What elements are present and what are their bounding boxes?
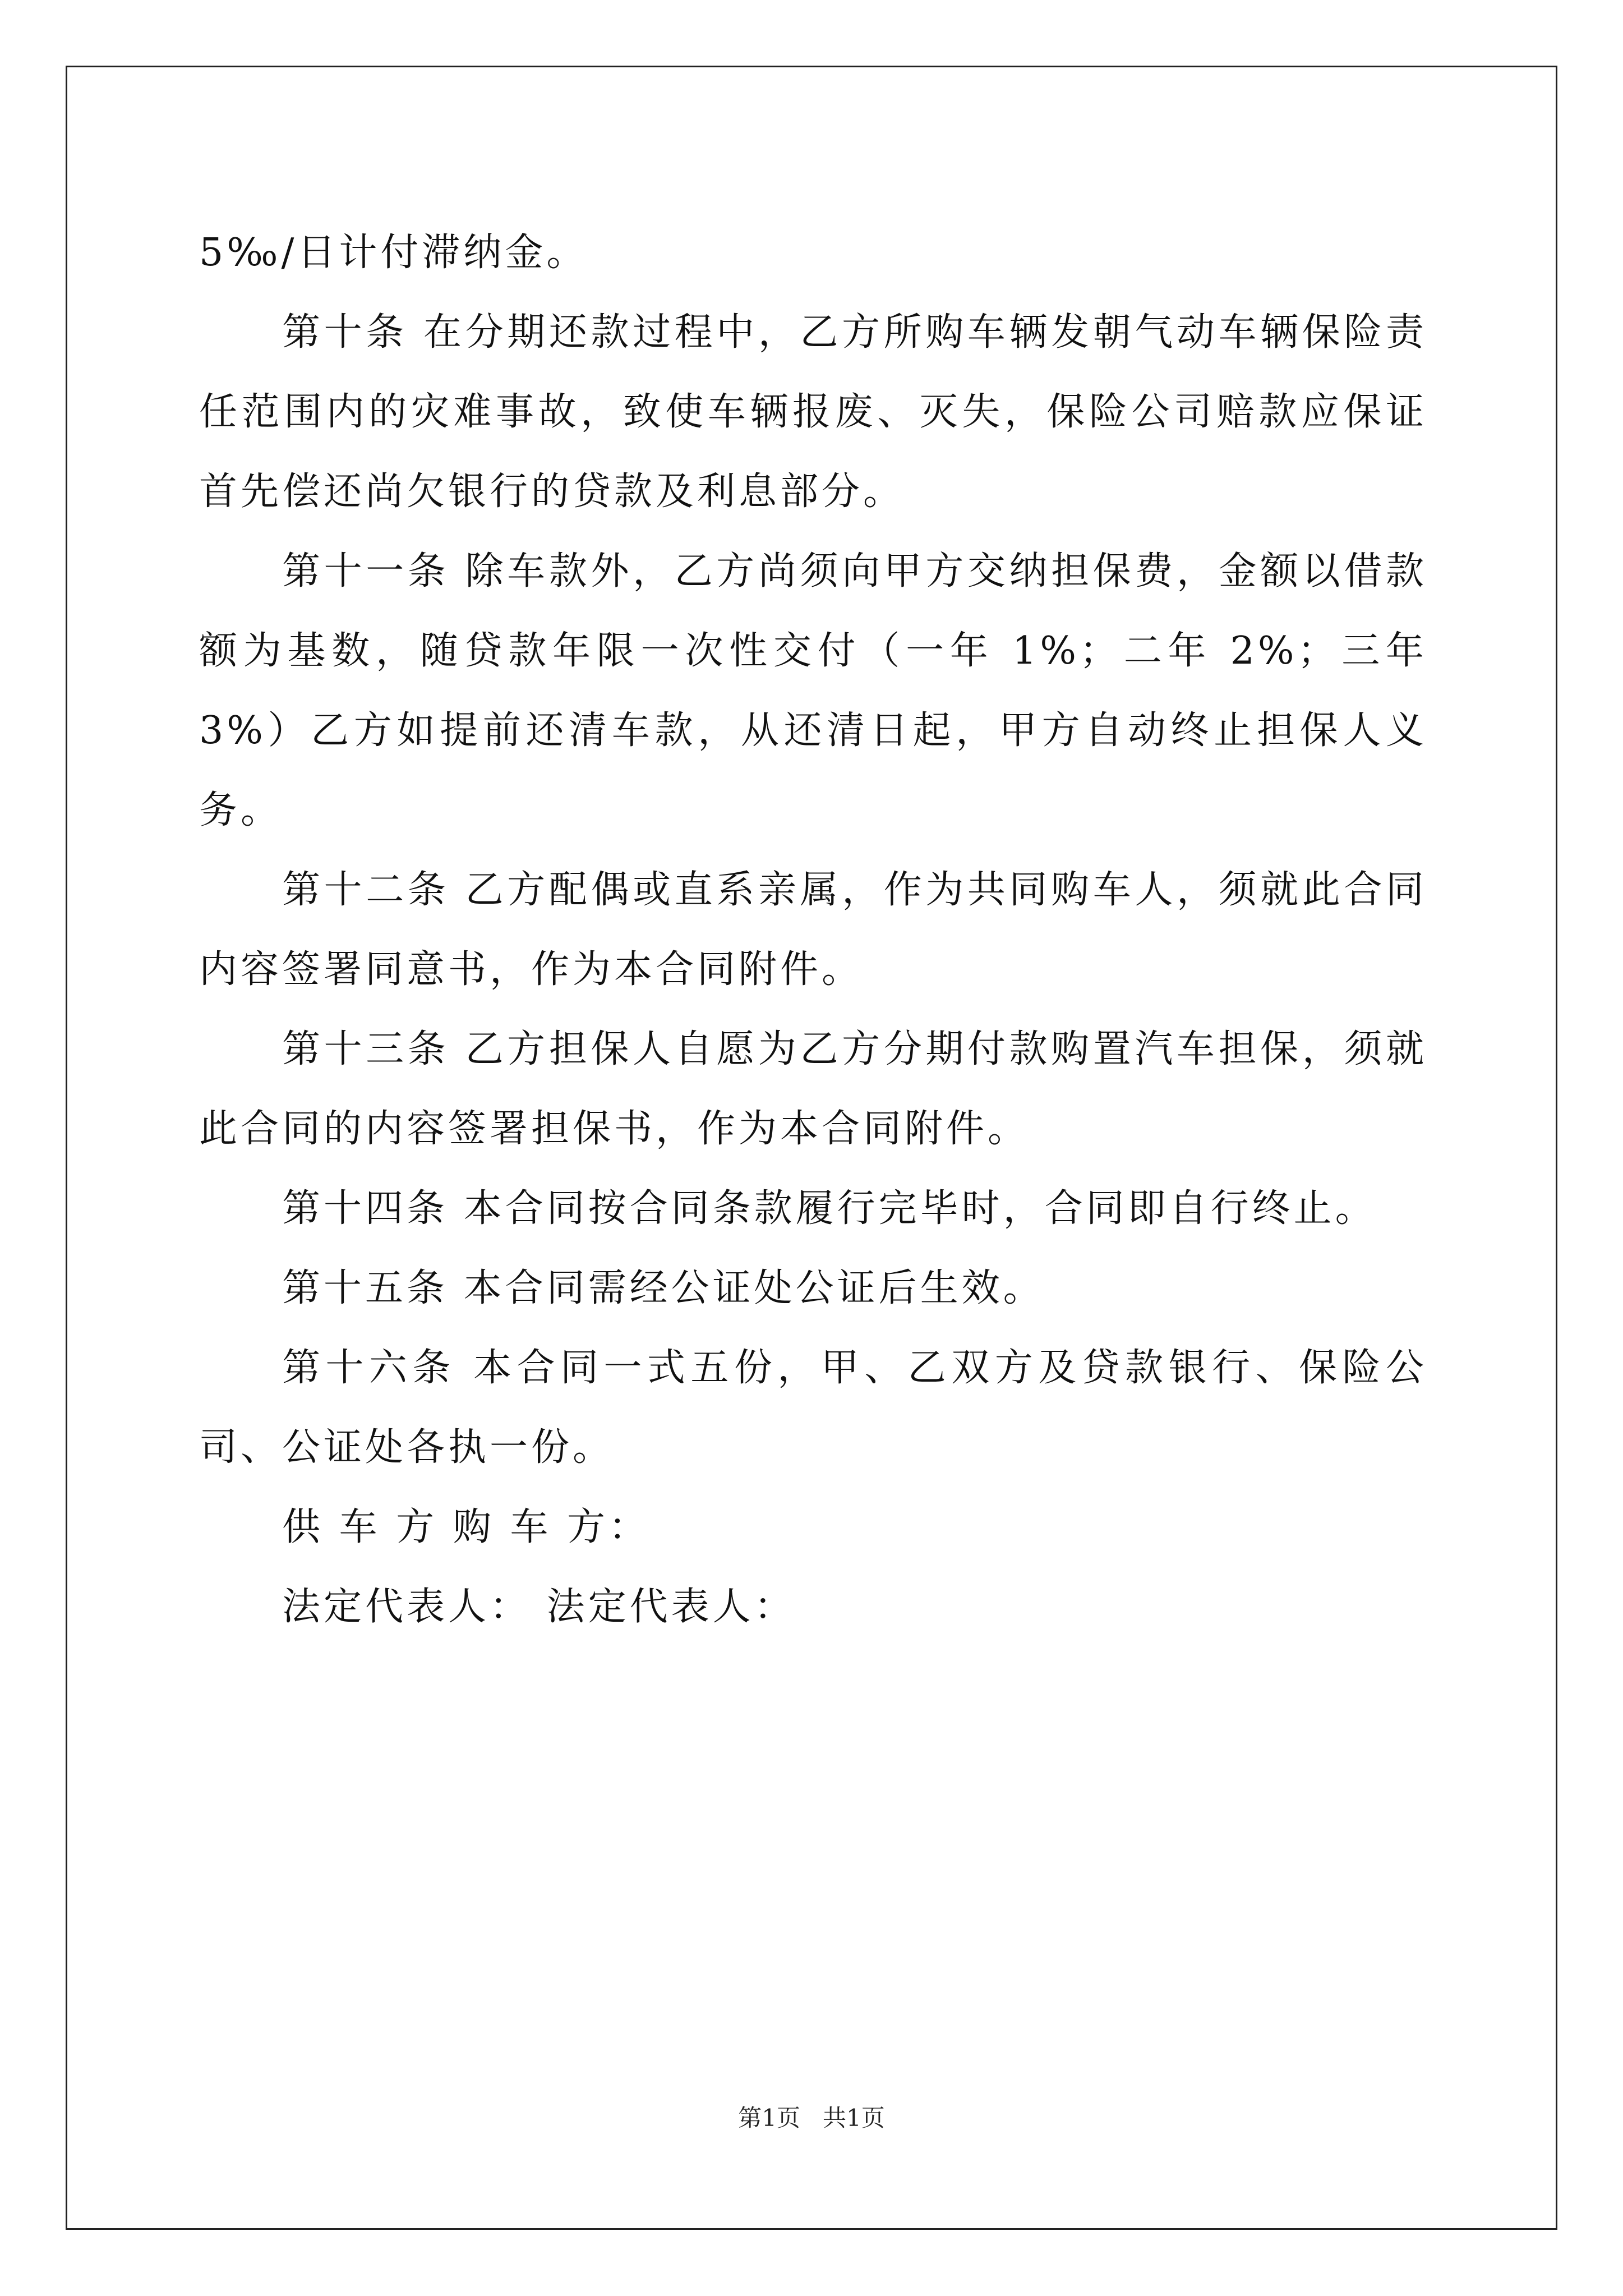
document-body <box>199 213 1443 1647</box>
article-16: 第十六条 本合同一式五份，甲、乙双方及贷款银行、保险公司、公证处各执一份。 <box>199 1346 1427 1470</box>
signature-parties: 供 车 方 购 车 方： <box>282 1505 651 1549</box>
article-14: 第十四条 本合同按合同条款履行完毕时，合同即自行终止。 <box>282 1186 1377 1231</box>
article-12: 第十二条 乙方配偶或直系亲属，作为共同购车人，须就此合同内容签署同意书，作为本合同附件。 <box>199 868 1427 992</box>
page-number: 第1页 <box>738 2104 800 2132</box>
signature-representatives: 法定代表人： 法定代表人： <box>282 1585 796 1629</box>
paragraph-continuation: 5‰/日计付滞纳金。 <box>199 231 588 275</box>
article-11: 第十一条 除车款外，乙方尚须向甲方交纳担保费，金额以借款额为基数，随贷款年限一次性交付（一年 1%；二年 2%；三年 3%）乙方如提前还清车款，从还清日起，甲方自动终止担保人义务。 <box>199 549 1443 832</box>
page-footer <box>0 2101 1623 2135</box>
article-13: 第十三条 乙方担保人自愿为乙方分期付款购置汽车担保，须就此合同的内容签署担保书，作为本合同附件。 <box>199 1027 1427 1151</box>
article-10: 第十条 在分期还款过程中，乙方所购车辆发朝气动车辆保险责任范围内的灾难事故，致使车辆报废、灭失，保险公司赔款应保证首先偿还尚欠银行的贷款及利息部分。 <box>199 310 1427 514</box>
article-15: 第十五条 本合同需经公证处公证后生效。 <box>282 1266 1045 1310</box>
page-total: 共1页 <box>823 2104 885 2132</box>
